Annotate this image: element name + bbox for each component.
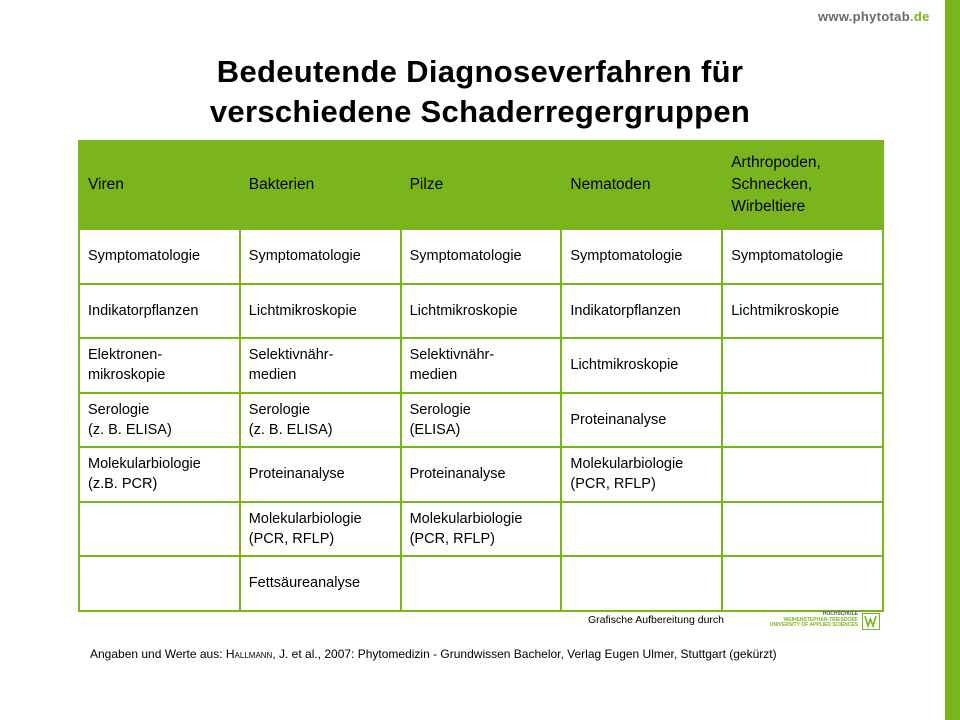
table-cell-line: Lichtmikroskopie	[731, 302, 840, 319]
table-cell-line: (PCR, RFLP)	[409, 530, 495, 547]
table-cell	[240, 447, 401, 502]
column-header-line: Viren	[88, 176, 124, 193]
source-rest: , J. et al., 2007: Phytomedizin - Grundwissen Bachelor, Verlag Eugen Ulmer, Stuttgart (gekürzt)	[272, 647, 777, 661]
table-cell	[722, 556, 883, 611]
table-cell-line: (z.B. PCR)	[88, 476, 158, 493]
column-header-2	[401, 141, 562, 229]
table-cell	[401, 393, 562, 448]
table-cell	[722, 229, 883, 284]
attribution-text: Grafische Aufbereitung durch	[588, 614, 724, 626]
table-row	[79, 447, 883, 502]
table-cell-line: Selektivnähr-	[409, 347, 495, 364]
page-title-line-2: verschiedene Schaderregergruppen	[209, 94, 751, 129]
column-header-4	[722, 141, 883, 229]
table-cell-line: Selektivnähr-	[248, 347, 334, 364]
table-cell-line: (ELISA)	[409, 421, 461, 438]
table-cell-line: Molekularbiologie	[88, 456, 201, 473]
table-cell	[561, 393, 722, 448]
table-cell-line: Molekularbiologie	[248, 510, 362, 527]
source-prefix: Angaben und Werte aus:	[90, 647, 226, 661]
university-logo-text	[766, 612, 858, 629]
table-cell	[240, 502, 401, 557]
table-cell-line: Indikatorpflanzen	[88, 302, 199, 319]
table-body	[79, 229, 883, 611]
table-cell	[240, 338, 401, 393]
logo-line-3: UNIVERSITY OF APPLIED SCIENCES	[769, 622, 858, 628]
table-cell	[79, 393, 240, 448]
column-header-line: Pilze	[409, 176, 444, 193]
table-cell	[240, 556, 401, 611]
table-cell-line: Proteinanalyse	[570, 411, 667, 428]
table-cell-line: (PCR, RFLP)	[248, 530, 335, 547]
right-accent-bar	[945, 0, 960, 720]
table-cell-line: Serologie	[88, 401, 150, 418]
table-cell-line: Symptomatologie	[248, 248, 361, 265]
table-cell	[240, 393, 401, 448]
column-header-line: Nematoden	[570, 176, 651, 193]
table-cell-line: Molekularbiologie	[409, 510, 523, 527]
source-author: Hallmann	[225, 647, 273, 661]
site-url-prefix: www.	[818, 9, 853, 24]
table-cell-line: Symptomatologie	[731, 248, 844, 265]
table-cell	[561, 502, 722, 557]
table-cell	[561, 447, 722, 502]
table-cell-line: (PCR, RFLP)	[570, 476, 656, 493]
column-header-1	[240, 141, 401, 229]
table-row	[79, 229, 883, 284]
table-cell-line: Fettsäureanalyse	[248, 575, 361, 592]
table-cell	[79, 447, 240, 502]
page-title-line-1: Bedeutende Diagnoseverfahren für	[216, 54, 744, 89]
table-cell-line: Molekularbiologie	[570, 456, 684, 473]
table-cell	[79, 229, 240, 284]
table-cell	[79, 338, 240, 393]
table-cell-line: Serologie	[409, 401, 471, 418]
table-cell-line: Symptomatologie	[409, 248, 522, 265]
table-cell	[401, 447, 562, 502]
table-row	[79, 502, 883, 557]
table-cell	[79, 284, 240, 339]
table-cell	[561, 229, 722, 284]
table-cell	[79, 502, 240, 557]
table-row	[79, 338, 883, 393]
table-cell-line: Proteinanalyse	[248, 466, 345, 483]
table-cell	[401, 229, 562, 284]
table-cell	[401, 284, 562, 339]
table-header-row	[79, 141, 883, 229]
table-row	[79, 393, 883, 448]
table-cell	[561, 556, 722, 611]
table-cell-line: Elektronen-	[88, 347, 163, 364]
site-url-tld: .de	[909, 9, 930, 24]
table-cell-line: Lichtmikroskopie	[248, 302, 357, 319]
table-cell-line: Indikatorpflanzen	[570, 302, 681, 319]
table-cell	[561, 338, 722, 393]
table-row	[79, 284, 883, 339]
column-header-line: Schnecken,	[731, 176, 813, 193]
table-cell-line: Proteinanalyse	[409, 466, 506, 483]
site-url-name: phytotab	[852, 9, 910, 24]
university-logo-icon	[862, 613, 880, 630]
table-cell	[79, 556, 240, 611]
column-header-line: Arthropoden,	[731, 154, 821, 171]
table-cell-line: Serologie	[248, 401, 311, 418]
table-cell	[401, 338, 562, 393]
table-cell	[722, 502, 883, 557]
table-cell-line: Symptomatologie	[570, 248, 683, 265]
table-cell-line: Lichtmikroskopie	[570, 357, 679, 374]
table-cell-line: Lichtmikroskopie	[409, 302, 518, 319]
table-cell	[722, 338, 883, 393]
column-header-line: Bakterien	[248, 176, 315, 193]
logo-line-1: HOCHSCHULE	[822, 611, 858, 617]
table-cell	[240, 284, 401, 339]
table-cell	[722, 447, 883, 502]
table-cell-line: (z. B. ELISA)	[248, 421, 333, 438]
page-title	[80, 52, 880, 132]
table-cell-line: Symptomatologie	[88, 248, 201, 265]
table-cell-line: mikroskopie	[88, 367, 166, 384]
table-cell	[401, 556, 562, 611]
column-header-line: Wirbeltiere	[731, 198, 806, 215]
table-cell-line: medien	[248, 367, 297, 384]
diagnostics-table	[78, 140, 884, 612]
table-cell	[561, 284, 722, 339]
table-cell	[401, 502, 562, 557]
table-row	[79, 556, 883, 611]
table-cell	[722, 393, 883, 448]
table-cell	[240, 229, 401, 284]
table-cell-line: medien	[409, 367, 458, 384]
university-logo	[766, 612, 884, 632]
table-cell	[722, 284, 883, 339]
column-header-0	[79, 141, 240, 229]
site-url-link[interactable]	[818, 9, 930, 24]
table-cell-line: (z. B. ELISA)	[88, 421, 172, 438]
column-header-3	[561, 141, 722, 229]
logo-line-2: WEIHENSTEPHAN-TRIESDORF	[783, 616, 858, 623]
source-citation	[90, 645, 890, 663]
